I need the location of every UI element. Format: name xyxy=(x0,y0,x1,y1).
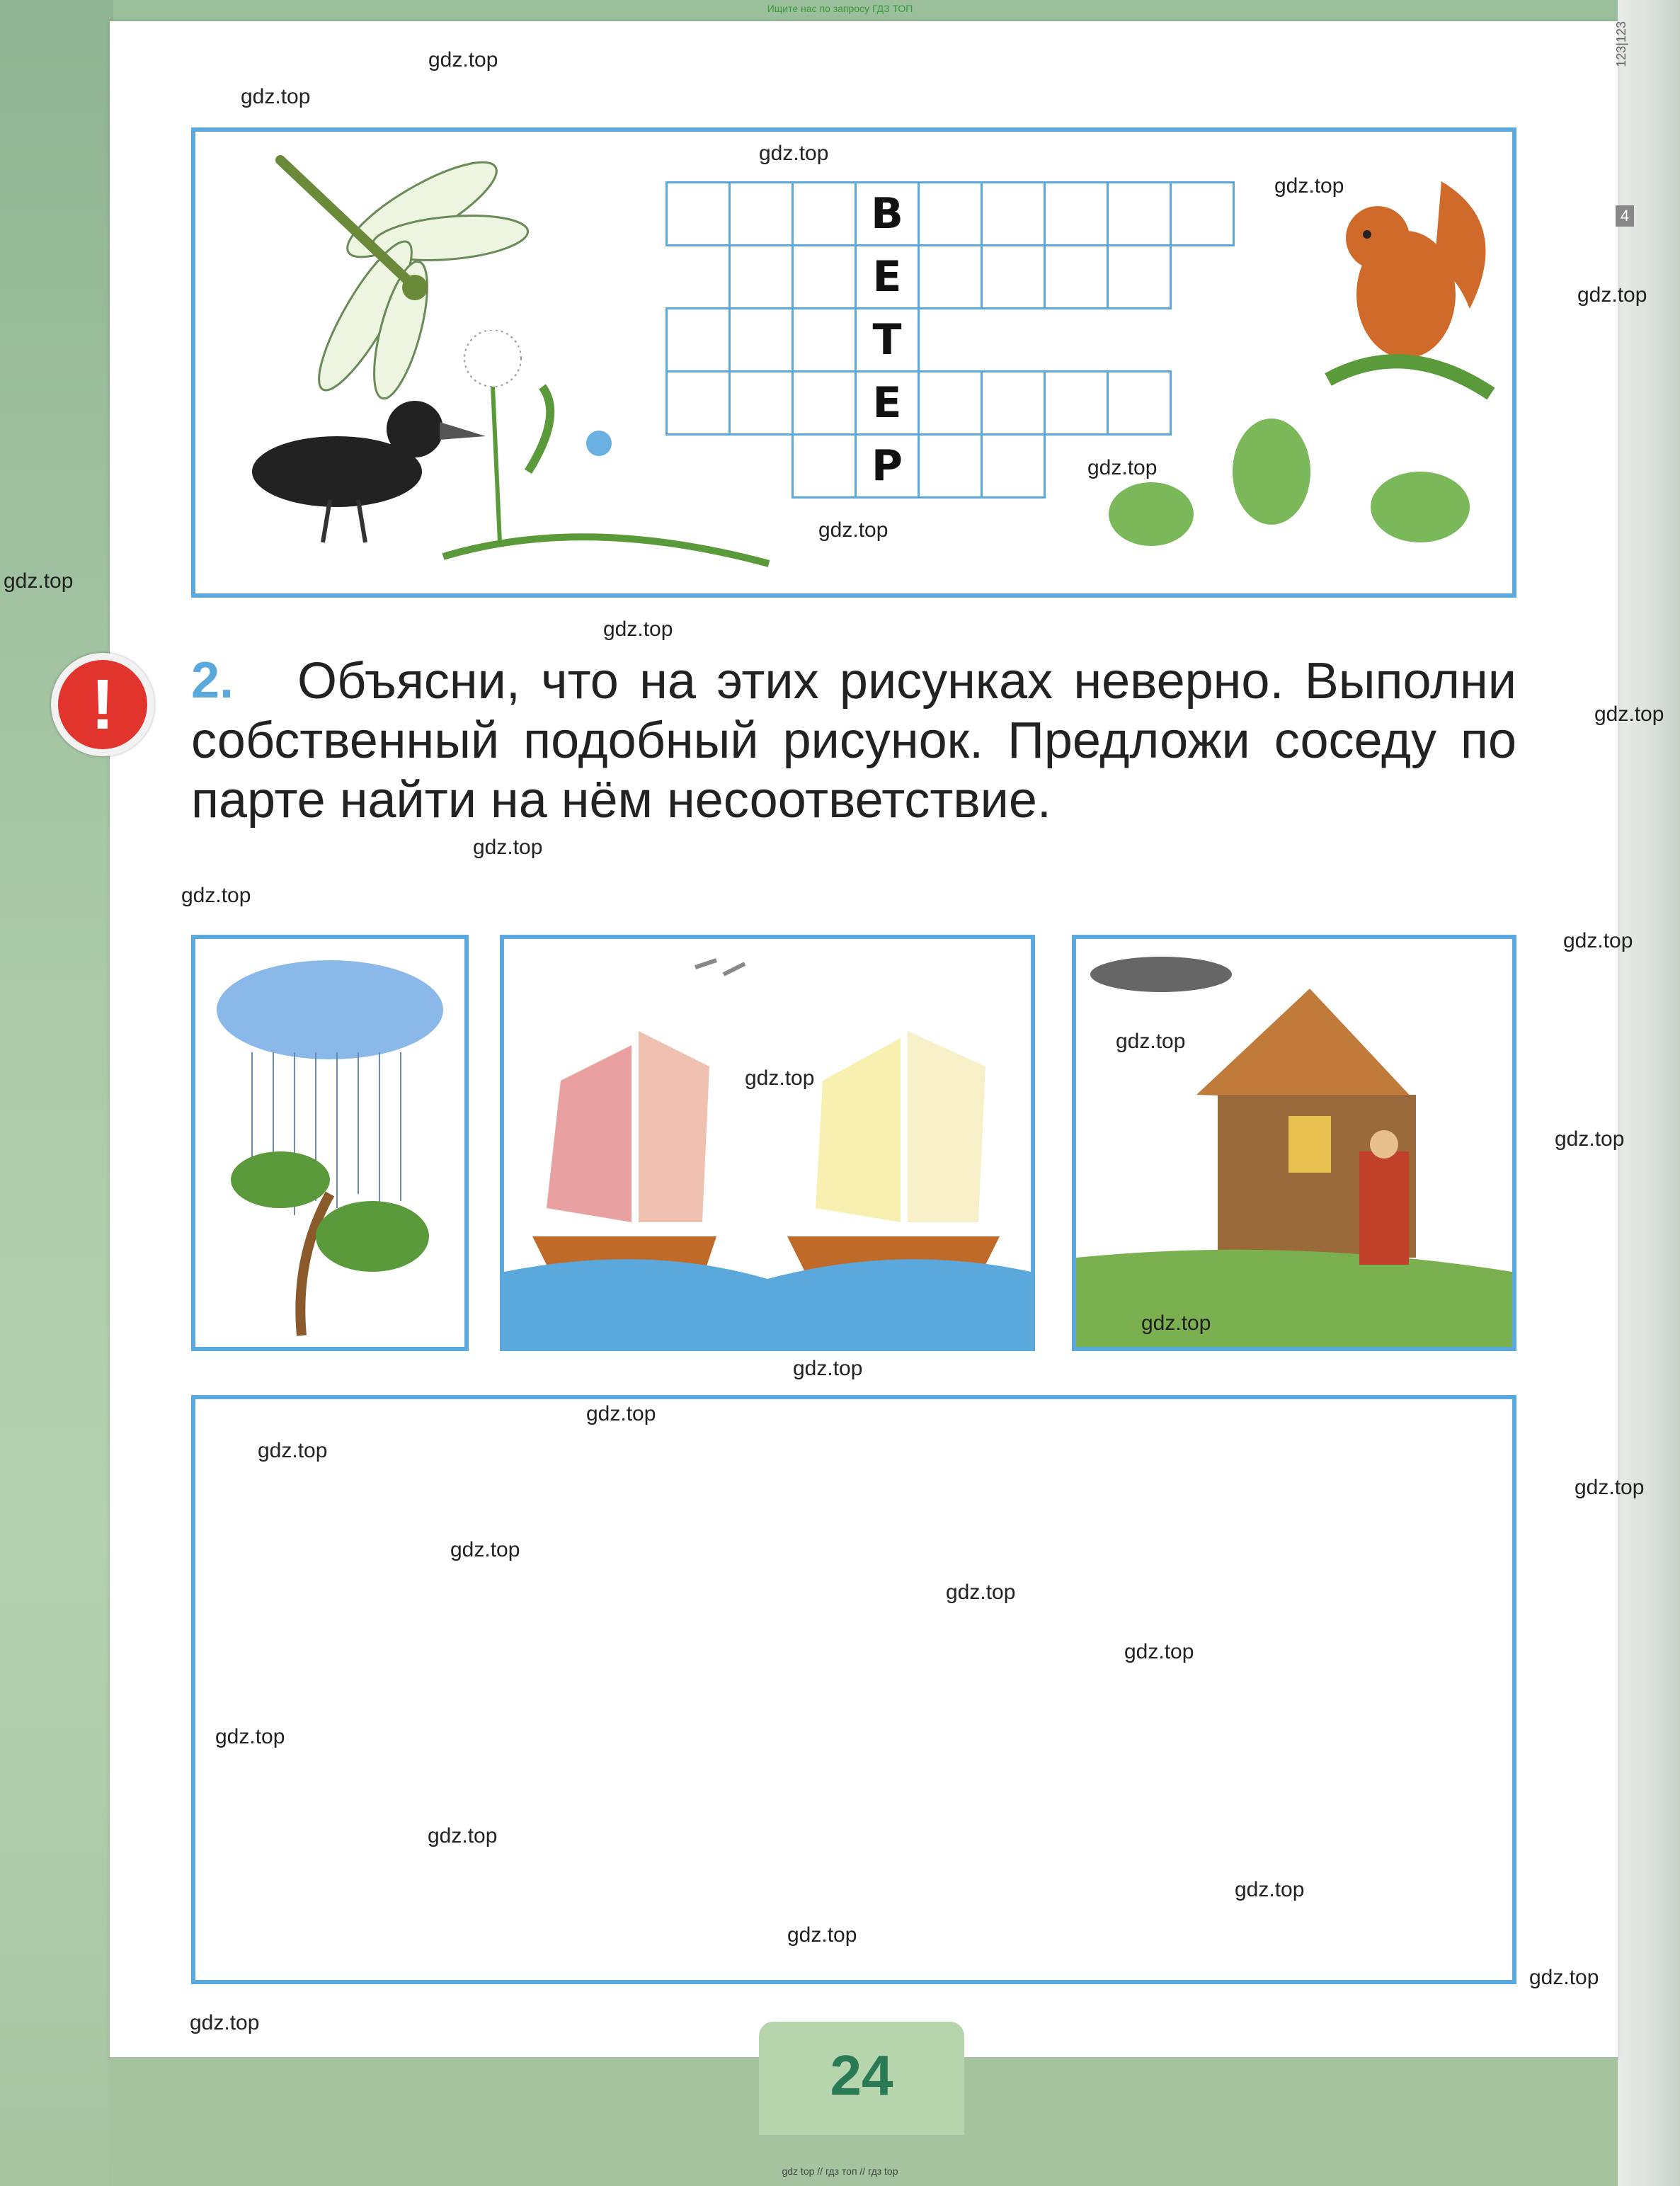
watermark-text: gdz.top xyxy=(428,48,498,72)
crossword-cell[interactable] xyxy=(981,181,1046,246)
watermark-text: gdz.top xyxy=(1087,456,1158,479)
crossword-cell[interactable] xyxy=(792,307,857,372)
watermark-text: gdz.top xyxy=(1116,1030,1186,1053)
crossword-key-cell: Р xyxy=(855,433,920,499)
watermark-text: gdz.top xyxy=(1575,1476,1645,1499)
watermark-text: gdz.top xyxy=(4,569,74,593)
watermark-text: gdz.top xyxy=(787,1923,857,1947)
crossword-cell[interactable] xyxy=(1107,244,1172,309)
crossword-key-cell: Т xyxy=(855,307,920,372)
page-background-left xyxy=(0,0,113,2186)
watermark-text: gdz.top xyxy=(1235,1878,1305,1901)
watermark-text: gdz.top xyxy=(745,1066,815,1090)
squirrel-illustration xyxy=(1300,167,1512,436)
watermark-text: gdz.top xyxy=(1577,283,1647,307)
crossword-cell[interactable] xyxy=(792,433,857,499)
rain-cloud-tree-illustration xyxy=(195,939,464,1347)
picture-house xyxy=(1072,935,1516,1351)
page-number: 24 xyxy=(830,2044,893,2107)
sailing-ships-illustration xyxy=(504,939,1031,1347)
crossword-cell[interactable] xyxy=(981,433,1046,499)
watermark-text: gdz.top xyxy=(1141,1311,1211,1335)
watermark-text: gdz.top xyxy=(190,2011,260,2034)
watermark-text: gdz.top xyxy=(428,1824,498,1848)
watermark-text: gdz.top xyxy=(818,518,888,542)
watermark-text: gdz.top xyxy=(793,1357,863,1380)
crossword-cell[interactable] xyxy=(918,433,983,499)
task-number: 2. xyxy=(191,652,234,709)
crossword-cell[interactable] xyxy=(1044,181,1109,246)
watermark-text: gdz.top xyxy=(450,1538,520,1561)
crossword-key-cell: Е xyxy=(855,370,920,436)
watermark-text: gdz.top xyxy=(603,617,673,641)
crossword-cell[interactable] xyxy=(1107,370,1172,436)
crossword-cell[interactable] xyxy=(792,181,857,246)
task-text: Объясни, что на этих рисунках неверно. Выполни собственный подобный рисунок. Предложи соседу по парте найти на нём несоответствие. xyxy=(191,653,1516,829)
picture-rain-tree xyxy=(191,935,469,1351)
crossword-cell[interactable] xyxy=(1044,244,1109,309)
watermark-text: gdz.top xyxy=(241,85,311,108)
watermark-text: gdz.top xyxy=(181,884,251,907)
crossword-cell[interactable] xyxy=(665,181,731,246)
crossword-cell[interactable] xyxy=(728,370,794,436)
watermark-text: gdz.top xyxy=(586,1402,656,1425)
side-number: 4 xyxy=(1616,205,1634,227)
watermark-text: gdz.top xyxy=(1563,929,1633,952)
watermark-text: gdz.top xyxy=(946,1581,1016,1604)
crossword-cell[interactable] xyxy=(728,307,794,372)
crossword-cell[interactable] xyxy=(981,244,1046,309)
crossword-cell[interactable] xyxy=(918,181,983,246)
picture-ships xyxy=(500,935,1035,1351)
crossword-key-cell: В xyxy=(855,181,920,246)
crossword-cell[interactable] xyxy=(1170,181,1235,246)
crossword-cell[interactable] xyxy=(1107,181,1172,246)
watermark-text: gdz.top xyxy=(1555,1127,1625,1151)
watermark-text: gdz.top xyxy=(1529,1966,1599,1989)
crossword-cell[interactable] xyxy=(665,307,731,372)
log-house-illustration xyxy=(1076,939,1512,1347)
crossword-key-cell: Е xyxy=(855,244,920,309)
side-code: 123|123 xyxy=(1614,21,1628,67)
crossword-cell[interactable] xyxy=(728,181,794,246)
top-note: Ищите нас по запросу ГДЗ ТОП xyxy=(767,3,913,14)
exclamation-icon: ! xyxy=(58,660,147,749)
autumn-leaves-illustration xyxy=(1109,415,1505,592)
watermark-text: gdz.top xyxy=(1124,1640,1194,1663)
crossword-cell[interactable] xyxy=(918,244,983,309)
bottom-note: gdz top // гдз топ // гдз top xyxy=(782,2165,898,2177)
crossword-cell[interactable] xyxy=(1044,370,1109,436)
watermark-text: gdz.top xyxy=(258,1439,328,1462)
warning-badge xyxy=(51,653,154,756)
crossword-cell[interactable] xyxy=(665,370,731,436)
crossword-cell[interactable] xyxy=(728,244,794,309)
watermark-text: gdz.top xyxy=(215,1725,285,1748)
drawing-area[interactable] xyxy=(191,1395,1516,1984)
crossword-cell[interactable] xyxy=(981,370,1046,436)
watermark-text: gdz.top xyxy=(473,836,543,859)
watermark-text: gdz.top xyxy=(1274,174,1344,198)
book-spine xyxy=(1618,0,1680,2186)
watermark-text: gdz.top xyxy=(1594,702,1664,726)
watermark-text: gdz.top xyxy=(759,142,829,165)
crossword-cell[interactable] xyxy=(918,370,983,436)
crossword-cell[interactable] xyxy=(792,370,857,436)
crossword-cell[interactable] xyxy=(792,244,857,309)
